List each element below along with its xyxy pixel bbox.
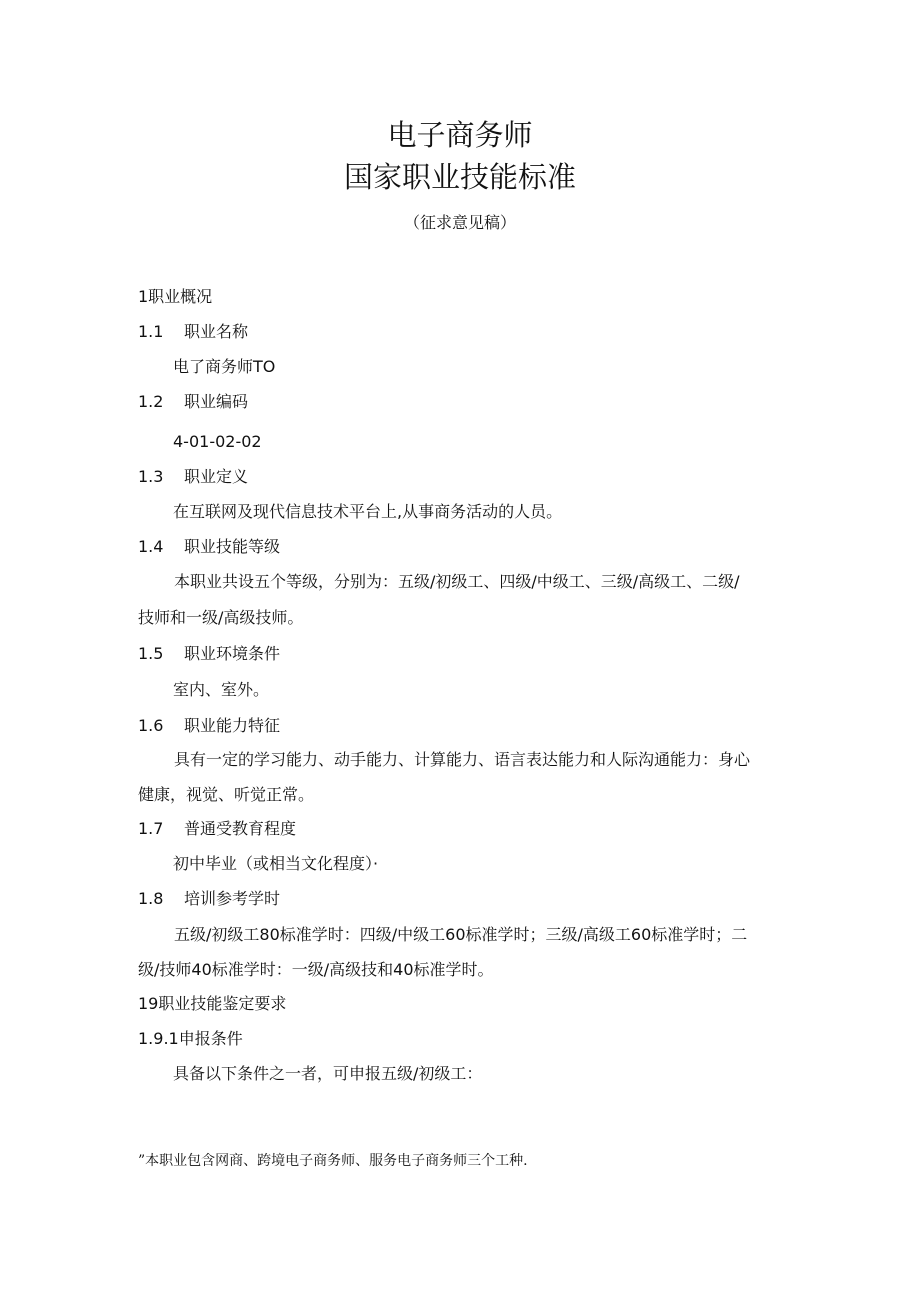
section-1-3-body: 在互联网及现代信息技术平台上,从事商务活动的人员。 [173, 502, 563, 521]
section-1-1-body: 电了商务师TO [173, 357, 276, 376]
section-1-9-1-heading: 1.9.1申报条件 [138, 1029, 243, 1048]
document-title-line2: 国家职业技能标准 [343, 160, 576, 194]
section-1-2-body: 4-01-02-02 [173, 432, 262, 451]
section-1-4-body-line1: 本职业共设五个等级，分别为：五级/初级工、四级/中级工、三级/高级工、二级/ [174, 572, 740, 591]
section-1-8-number: 1.8 [138, 889, 164, 908]
section-1-2-number: 1.2 [138, 392, 164, 411]
section-1-6-body-line2: 健康，视觉、听觉正常。 [138, 785, 315, 804]
section-1-7-title: 普通受教育程度 [184, 819, 297, 838]
section-1-5-number: 1.5 [138, 644, 164, 663]
section-1-2-title: 职业编码 [184, 392, 249, 411]
section-1-heading: 1职业概况 [138, 287, 213, 306]
section-1-8-body-line1: 五级/初级工80标准学时：四级/中级工60标准学时；三级/高级工60标准学时；二 [174, 925, 748, 944]
section-1-4-title: 职业技能等级 [184, 537, 281, 556]
section-1-6-number: 1.6 [138, 716, 164, 735]
section-1-6-title: 职业能力特征 [184, 716, 281, 735]
footnote: ”本职业包含网商、跨境电子商务师、服务电子商务师三个工种. [138, 1153, 528, 1169]
section-1-5-title: 职业环境条件 [184, 644, 281, 663]
section-1-9-heading: 19职业技能鉴定要求 [138, 994, 287, 1013]
section-1-4-number: 1.4 [138, 537, 164, 556]
section-1-5-body: 室内、室外。 [173, 680, 270, 699]
section-1-9-1-body: 具备以下条件之一者，可申报五级/初级工： [173, 1064, 483, 1083]
section-1-7-body: 初中毕业（或相当文化程度）· [173, 854, 379, 873]
section-1-8-body-line2: 级/技师40标准学时：一级/高级技和40标准学时。 [138, 960, 494, 979]
document-title-line1: 电子商务师 [387, 118, 533, 152]
section-1-3-number: 1.3 [138, 467, 164, 486]
document-subtitle: （征求意见稿） [403, 213, 516, 232]
section-1-4-body-line2: 技师和一级/高级技师。 [138, 608, 304, 627]
section-1-3-title: 职业定义 [184, 467, 249, 486]
section-1-1-title: 职业名称 [184, 322, 249, 341]
section-1-1-number: 1.1 [138, 322, 164, 341]
section-1-6-body-line1: 具有一定的学习能力、动手能力、计算能力、语言表达能力和人际沟通能力：身心 [174, 750, 751, 769]
section-1-7-number: 1.7 [138, 819, 164, 838]
section-1-8-title: 培训参考学时 [184, 889, 281, 908]
